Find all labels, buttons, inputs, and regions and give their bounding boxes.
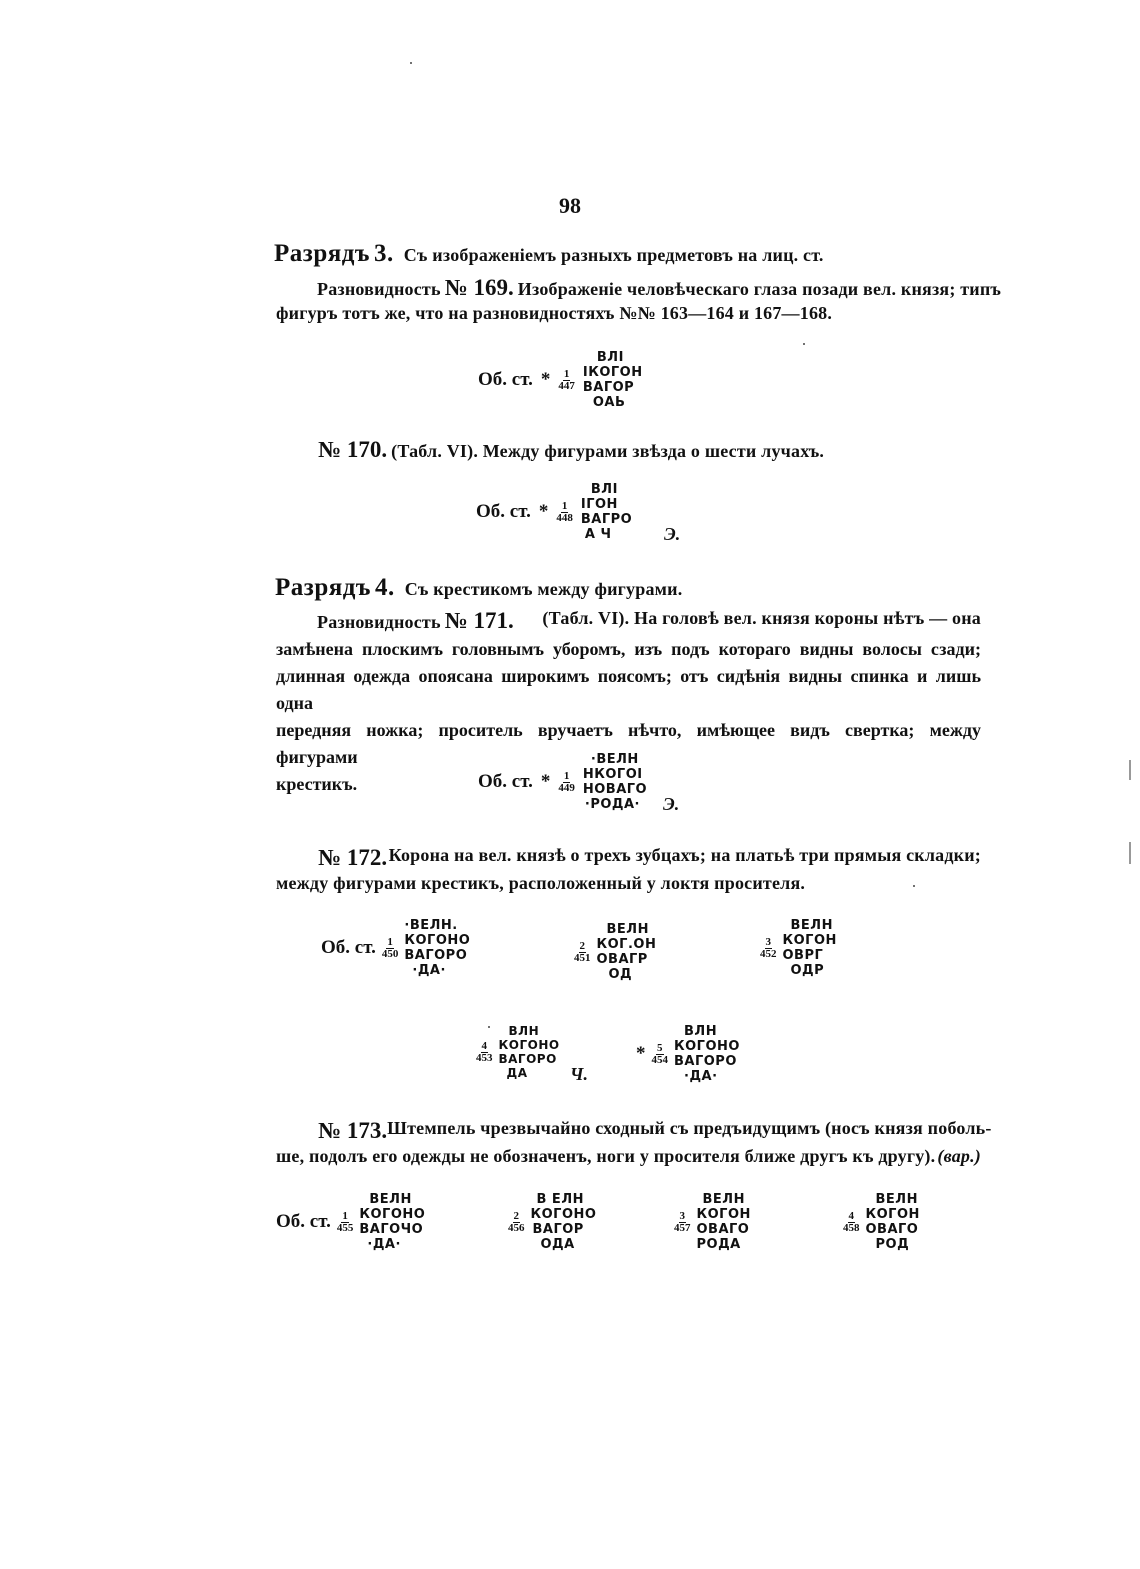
catalog-fraction: $\frac{4}{458}$ [843, 1209, 860, 1234]
coin-legend-456 [508, 1192, 596, 1252]
entry-169-line1 [317, 275, 1001, 301]
catalog-fraction: $\frac{1}{455}$ [336, 1209, 354, 1234]
entry-text: Штемпель чрезвычайно сходный съ предъидущимъ (носъ князя поболь- [387, 1118, 992, 1138]
entry-text: (Табл. VI). Между фигурами звѣзда о шести лучахъ. [391, 441, 825, 461]
coin-legend-451 [574, 922, 656, 982]
heading-desc: Съ крестикомъ между фигурами. [404, 579, 683, 599]
scan-speck [410, 62, 412, 64]
entry-171-line1 [317, 608, 981, 634]
collection-mark: Э. [664, 524, 681, 544]
coin-legend-449 [478, 752, 647, 812]
heading-number: 3. [373, 240, 394, 267]
entry-text: Корона на вел. князѣ о трехъ зубцахъ; на платьѣ три прямыя складки; [388, 845, 981, 865]
entry-label: Разновидность [317, 279, 441, 299]
legend-inscription: ВЛН КОГОНО ВАГОРО ·ДА· [674, 1024, 740, 1084]
entry-170 [318, 437, 824, 463]
legend-inscription: В ЕЛН КОГОНО ВАГОР ОДА [530, 1192, 597, 1252]
legend-inscription: ·ВЕЛН. КОГОНО ВАГОРО ·ДА· [404, 918, 471, 978]
scan-speck [803, 343, 805, 345]
catalog-fraction: $\frac{3}{457}$ [674, 1209, 691, 1234]
catalog-fraction: $\frac{2}{456}$ [508, 1209, 525, 1234]
entry-171-body: замѣнена плоскимъ головнымъ уборомъ, изъ подъ котораго видны волосы сзади; длинная одежда опоясана широкимъ поясомъ; отъ сидѣнія видны спинка и лишь одна передняя ножка; проситель вручаетъ нѣчто, имѣющее видъ свертка; между фигурами крестикъ. [276, 639, 981, 794]
entry-number: № 173. [318, 1118, 388, 1143]
entry-173-line2 [276, 1146, 981, 1167]
entry-text: ше, подолъ его одежды не обозначенъ, ноги у просителя ближе другъ къ другу). [276, 1146, 936, 1166]
collection-mark: Э. [663, 794, 680, 814]
scan-speck [913, 885, 915, 887]
star-mark: * [540, 771, 551, 792]
legend-inscription: ВЕЛН КОГ.ОН ОВАГР ОД [596, 922, 657, 982]
catalog-fraction: $\frac{4}{453}$ [476, 1039, 493, 1064]
obverse-label: Об. ст. [478, 369, 533, 390]
entry-169-line2: фигуръ тотъ же, что на разновидностяхъ №№ 163—164 и 167—168. [276, 303, 833, 323]
heading-title: Разрядъ [275, 574, 371, 601]
entry-172-line1 [318, 845, 981, 871]
entry-172-line2: между фигурами крестикъ, расположенный у локтя просителя. [276, 873, 806, 893]
entry-number: № 172. [318, 845, 388, 870]
coin-legend-448 [476, 482, 632, 542]
entry-label: Разновидность [317, 612, 441, 632]
coin-legend-453 [476, 1024, 560, 1080]
entry-text: (Табл. VI). На головѣ вел. князя короны нѣтъ — она [542, 608, 981, 628]
obverse-label: Об. ст. [476, 501, 531, 522]
section-heading-razryad-4 [275, 574, 682, 602]
legend-inscription: ВЛІ ІКОГОН ВАГОР ОАЬ [582, 350, 643, 410]
legend-inscription: ВЛІ ІГОН ВАГРО А Ч [580, 482, 633, 542]
star-mark: * [636, 1043, 646, 1064]
collection-mark: Ч. [570, 1064, 588, 1084]
entry-number: № 170. [318, 437, 388, 462]
catalog-fraction: $\frac{2}{451}$ [574, 939, 591, 964]
legend-inscription: ВЕЛН КОГОНО ВАГОЧО ·ДА· [359, 1192, 426, 1252]
catalog-fraction: $\frac{3}{452}$ [760, 935, 777, 960]
entry-number: № 171. [444, 608, 514, 633]
scan-edge-line [1129, 760, 1131, 780]
scan-speck [488, 1026, 490, 1028]
obverse-label: Об. ст. [321, 937, 376, 958]
legend-inscription: ВЕЛН КОГОН ОВРГ ОДР [782, 918, 837, 978]
star-mark: * [538, 501, 549, 522]
coin-legend-454 [636, 1024, 740, 1084]
heading-title: Разрядъ [274, 240, 370, 267]
star-mark: * [540, 369, 551, 390]
catalog-fraction: $\frac{1}{449}$ [558, 769, 575, 794]
catalog-fraction: $\frac{1}{450}$ [381, 935, 399, 960]
entry-173-line1 [318, 1118, 992, 1144]
heading-number: 4. [374, 574, 395, 601]
coin-legend-455 [276, 1192, 425, 1252]
entry-text: Изображеніе человѣческаго глаза позади вел. князя; типъ [517, 279, 1002, 299]
coin-legend-458 [843, 1192, 920, 1252]
legend-inscription: ВЛН КОГОНО ВАГОРО ДА [498, 1024, 560, 1080]
coin-legend-447 [478, 350, 643, 410]
coin-legend-457 [674, 1192, 751, 1252]
heading-desc: Съ изображеніемъ разныхъ предметовъ на лиц. ст. [403, 245, 824, 265]
catalog-fraction: $\frac{5}{454}$ [651, 1041, 668, 1066]
entry-number: № 169. [444, 275, 514, 300]
coin-legend-450 [321, 918, 470, 978]
legend-inscription: ВЕЛН КОГОН ОВАГО РОДА [696, 1192, 751, 1252]
variant-mark: (вар.) [937, 1146, 981, 1166]
legend-inscription: ·ВЕЛН НКОГОІ НОВАГО ·РОДА· [582, 752, 648, 812]
legend-inscription: ВЕЛН КОГОН ОВАГО РОД [865, 1192, 920, 1252]
catalog-fraction: $\frac{1}{447}$ [558, 367, 575, 392]
obverse-label: Об. ст. [276, 1211, 331, 1232]
coin-legend-452 [760, 918, 837, 978]
obverse-label: Об. ст. [478, 771, 533, 792]
scan-edge-line [1129, 842, 1131, 864]
page-number: 98 [559, 193, 581, 218]
catalog-fraction: $\frac{1}{448}$ [556, 499, 573, 524]
section-heading-razryad-3 [274, 240, 824, 268]
